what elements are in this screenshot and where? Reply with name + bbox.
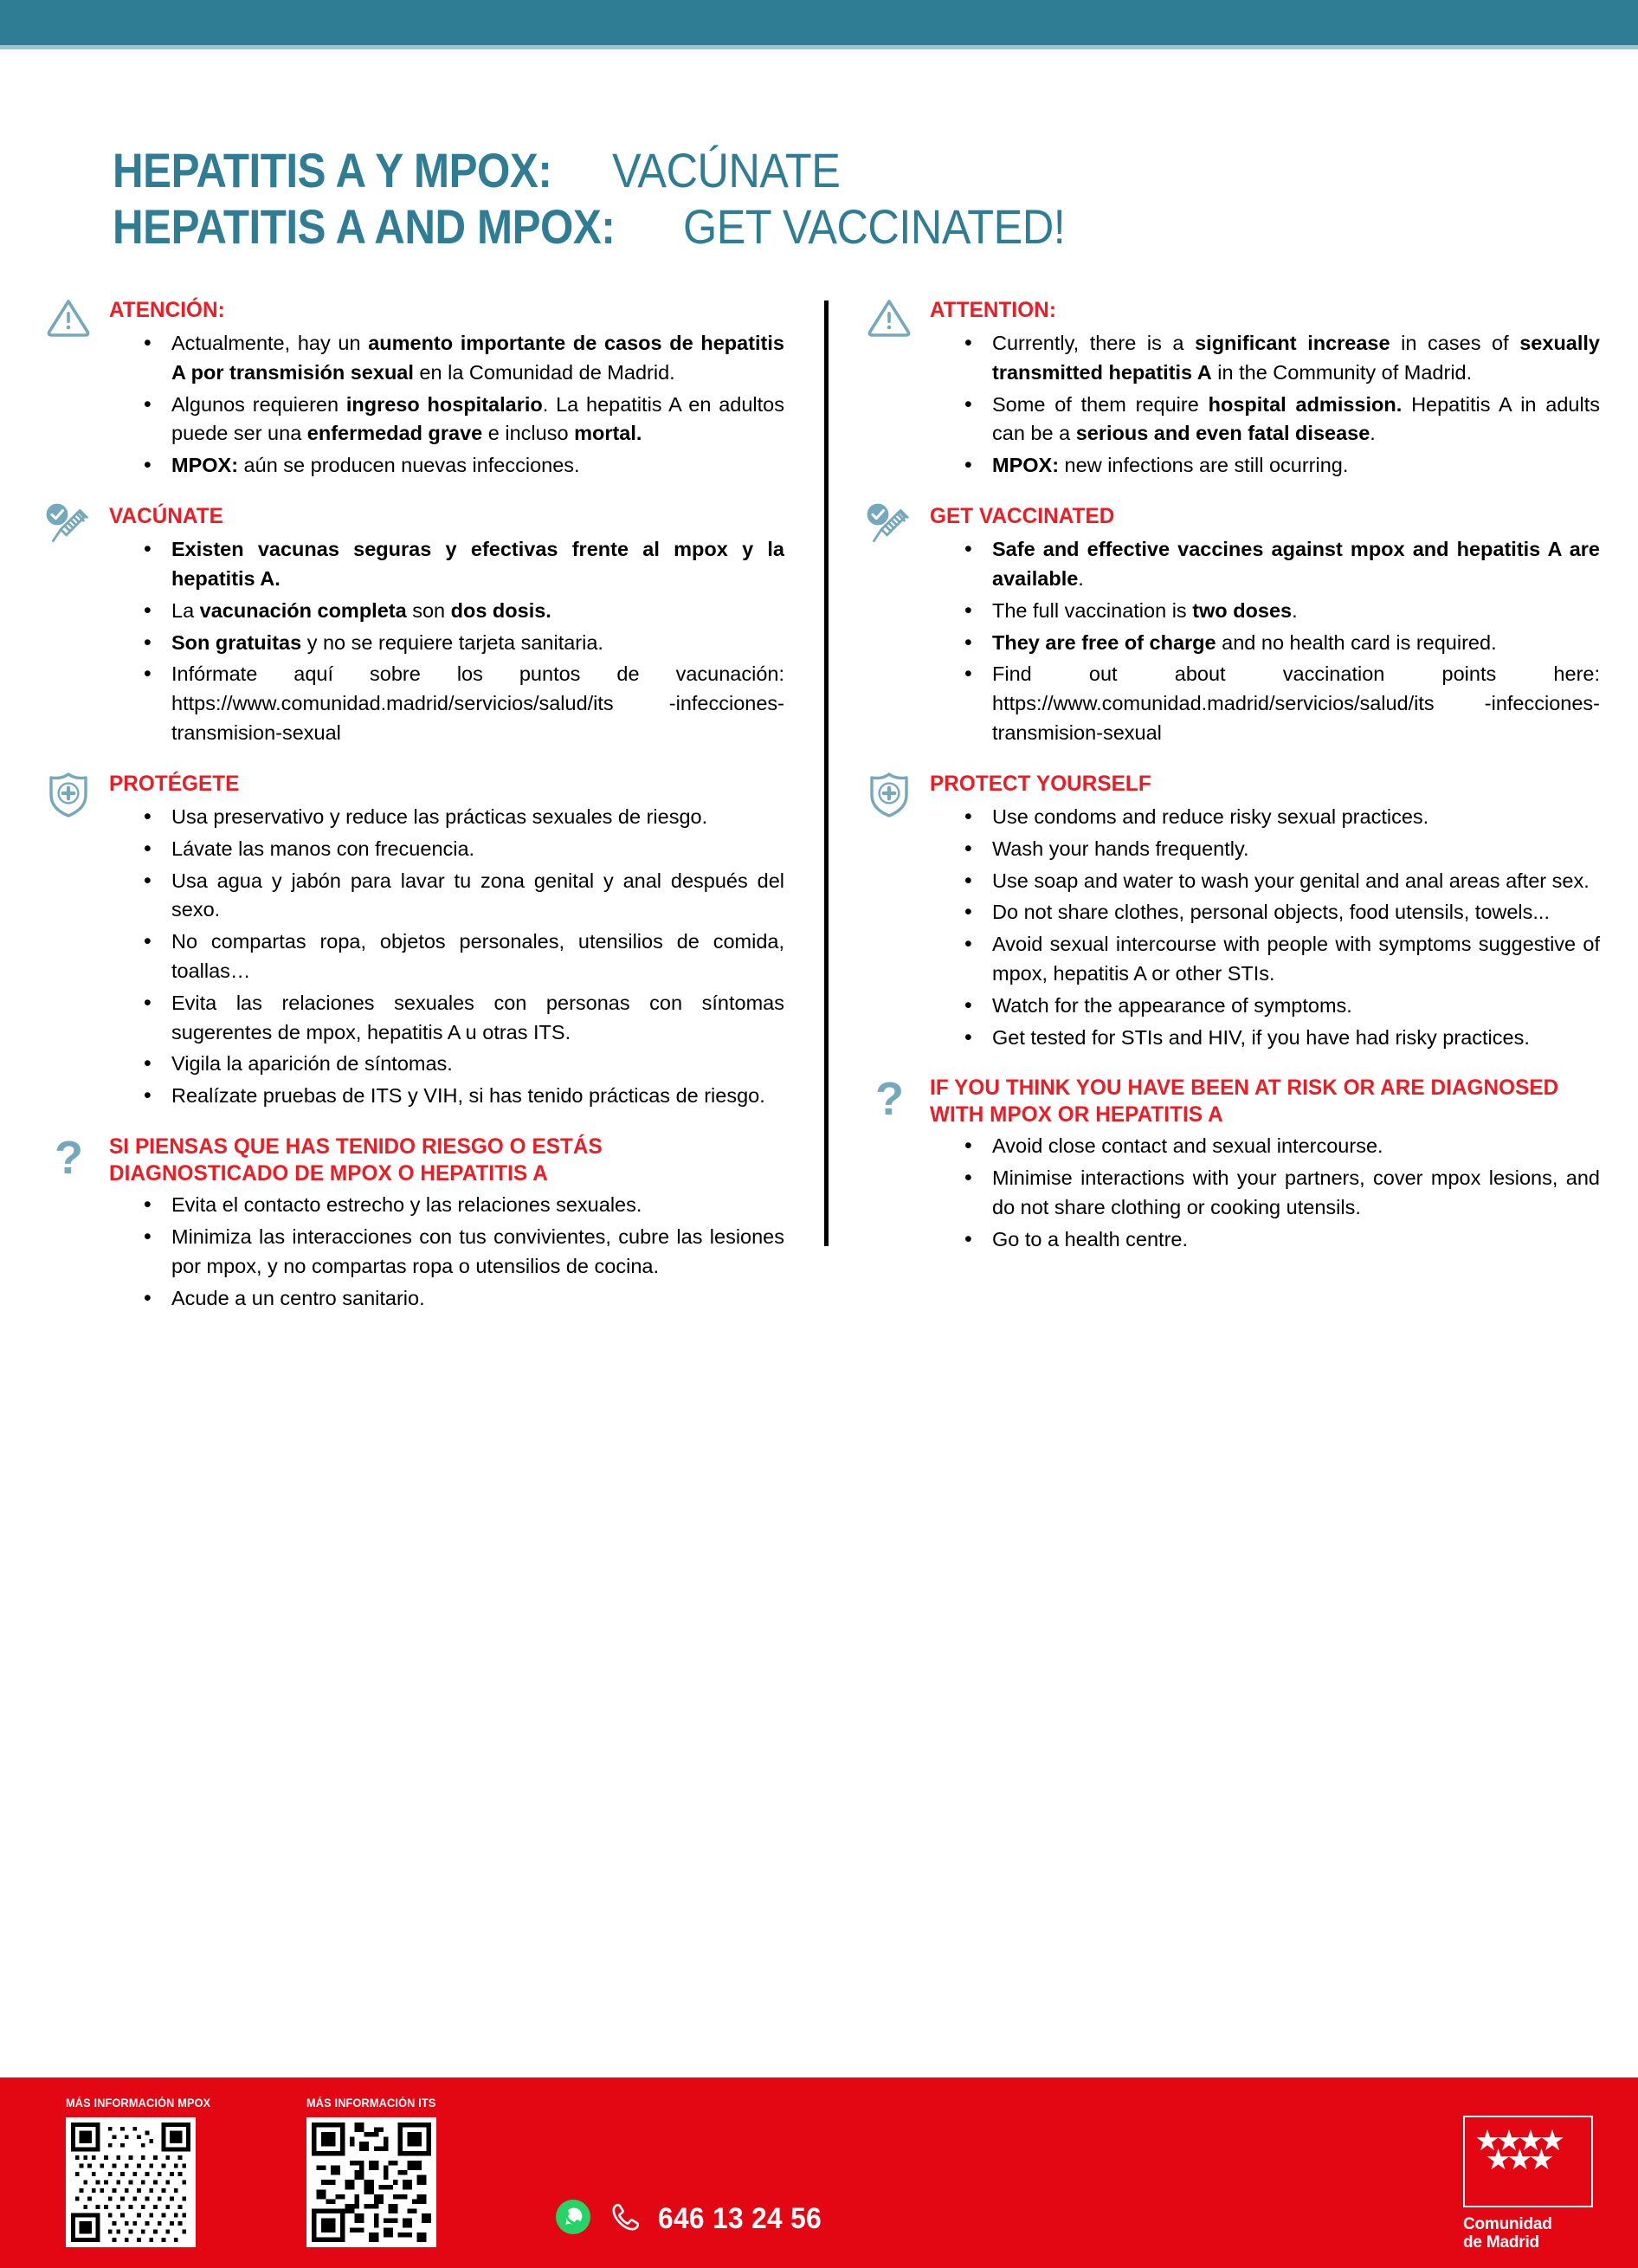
madrid-logo-line2: de Madrid [1463,2233,1539,2252]
madrid-stars-box [1463,2116,1593,2207]
list-item: • MPOX: new infections are still ocurring. [964,451,1600,481]
content-columns [0,294,1638,1336]
madrid-logo-line1: Comunidad [1463,2214,1552,2233]
section-protect-yourself [862,771,1600,1053]
section-heading-vacunate: VACÚNATE [109,504,223,529]
qr-image-its[interactable] [306,2117,436,2247]
list-item: • Get tested for STIs and HIV, if you have had risky practices. [964,1024,1600,1053]
title-english-strong: HEPATITIS A AND MPOX: [113,198,616,254]
list-item: • Vigila la aparición de síntomas. [144,1050,784,1079]
column-spanish [42,294,821,1336]
list-item: • Acude a un centro sanitario. [144,1284,784,1314]
list-item: • Son gratuitas y no se requiere tarjeta sanitaria. [144,629,784,658]
poster-title [0,49,1638,255]
column-english [821,294,1600,1277]
qr-code-group [66,2097,464,2247]
bullet-list-vacunate [109,535,784,748]
section-heading-attention: ATTENTION: [930,297,1057,322]
section-heading-at-risk: IF YOU THINK YOU HAVE BEEN AT RISK OR ARE DIAGNOSED WITH MPOX OR HEPATITIS A [930,1076,1559,1128]
warning-triangle-icon [862,297,916,351]
list-item: • Use condoms and reduce risky sexual practices. [964,803,1600,832]
section-attention [862,297,1600,481]
list-item: • Usa agua y jabón para lavar tu zona genital y anal después del sexo. [144,867,784,926]
phone-number: 646 13 24 56 [658,2202,822,2235]
list-item: • Use soap and water to wash your genital and anal areas after sex. [964,867,1600,896]
title-line-english [113,199,1638,255]
list-item: • The full vaccination is two doses. [964,597,1600,626]
title-spanish-light: VACÚNATE [611,143,840,197]
section-heading-get-vaccinated: GET VACCINATED [930,504,1115,529]
title-english-light: GET VACCINATED! [683,198,1066,254]
question-mark-icon [42,1134,95,1187]
section-heading-atencion: ATENCIÓN: [109,297,225,322]
list-item: • La vacunación completa son dos dosis. [144,597,784,626]
list-item: • Do not share clothes, personal objects, food utensils, towels... [964,898,1600,927]
qr-code-its[interactable] [306,2097,464,2247]
footer-bar [0,2077,1638,2268]
column-divider [824,300,829,1246]
list-item: • Lávate las manos con frecuencia. [144,835,784,864]
qr-label-its: MÁS INFORMACIÓN ITS [306,2097,436,2110]
list-item: • Avoid sexual intercourse with people with symptoms suggestive of mpox, hepatitis A or other STIs. [964,930,1600,989]
list-item: • Existen vacunas seguras y efectivas frente al mpox y la hepatitis A. [144,535,784,594]
qr-code-mpox[interactable] [66,2097,223,2247]
bullet-list-atencion [109,329,784,481]
list-item: • Actualmente, hay un aumento importante de casos de hepatitis A por transmisión sexual en la Comunidad de Madrid. [144,329,784,388]
section-atencion [42,297,784,481]
section-vacunate [42,503,784,748]
comunidad-de-madrid-logo [1463,2116,1593,2252]
bullet-list-attention [930,329,1600,481]
list-item: • Usa preservativo y reduce las prácticas sexuales de riesgo. [144,803,784,832]
list-item: • Realízate pruebas de ITS y VIH, si has tenido prácticas de riesgo. [144,1082,784,1111]
list-item: • Algunos requieren ingreso hospitalario. La hepatitis A en adultos puede ser una enfermedad grave e incluso mortal. [144,391,784,449]
section-get-vaccinated [862,503,1600,748]
list-item: • Avoid close contact and sexual intercourse. [964,1132,1600,1161]
section-heading-protegete: PROTÉGETE [109,771,240,796]
syringe-check-icon [42,503,95,557]
shield-plus-icon [42,771,95,824]
bullet-list-at-risk [930,1132,1600,1254]
list-item: • Currently, there is a significant increase in cases of sexually transmitted hepatitis A in the Community of Madrid. [964,329,1600,388]
bullet-list-protegete [109,803,784,1111]
contact-row[interactable] [554,2198,834,2240]
whatsapp-icon[interactable] [554,2198,592,2240]
list-item: • Minimise interactions with your partners, cover mpox lesions, and do not share clothing or cooking utensils. [964,1164,1600,1223]
list-item: • Wash your hands frequently. [964,835,1600,864]
list-item: • Evita las relaciones sexuales con personas con síntomas sugerentes de mpox, hepatitis A u otras ITS. [144,989,784,1048]
svg-text:?: ? [875,1075,904,1126]
list-item: • Safe and effective vaccines against mpox and hepatitis A are available. [964,535,1600,594]
section-protegete [42,771,784,1111]
list-item: • Infórmate aquí sobre los puntos de vacunación: https://www.comunidad.madrid/servicios/salud/its -infecciones-transmision-sexual [144,660,784,747]
warning-triangle-icon [42,297,95,351]
list-item: • They are free of charge and no health card is required. [964,629,1600,658]
list-item: • Go to a health centre. [964,1225,1600,1255]
bullet-list-get-vaccinated [930,535,1600,748]
shield-plus-icon [862,771,916,824]
svg-text:?: ? [55,1134,83,1185]
section-heading-protect-yourself: PROTECT YOURSELF [930,771,1151,796]
list-item: • Evita el contacto estrecho y las relaciones sexuales. [144,1191,784,1220]
title-spanish-strong: HEPATITIS A Y MPOX: [113,143,552,197]
phone-icon[interactable] [606,2198,644,2240]
title-line-spanish [113,143,1638,199]
list-item: • Find out about vaccination points here: https://www.comunidad.madrid/servicios/salud/its -infecciones-transmision-sexual [964,660,1600,747]
list-item: • No compartas ropa, objetos personales, utensilios de comida, toallas… [144,927,784,986]
list-item: • Watch for the appearance of symptoms. [964,992,1600,1021]
syringe-check-icon [862,503,916,557]
section-heading-riesgo: SI PIENSAS QUE HAS TENIDO RIESGO O ESTÁS DIAGNOSTICADO DE MPOX O HEPATITIS A [109,1134,603,1186]
bullet-list-riesgo [109,1191,784,1313]
list-item: • Minimiza las interacciones con tus convivientes, cubre las lesiones por mpox, y no compartas ropa o utensilios de cocina. [144,1223,784,1282]
qr-label-mpox: MÁS INFORMACIÓN MPOX [66,2097,211,2110]
question-mark-icon [862,1075,916,1128]
top-teal-bar [0,0,1638,45]
list-item: • Some of them require hospital admission. Hepatitis A in adults can be a serious and even fatal disease. [964,391,1600,449]
bullet-list-protect-yourself [930,803,1600,1053]
section-at-risk [862,1075,1600,1254]
list-item: • MPOX: aún se producen nuevas infecciones. [144,451,784,481]
section-riesgo [42,1134,784,1313]
qr-image-mpox[interactable] [66,2117,196,2247]
